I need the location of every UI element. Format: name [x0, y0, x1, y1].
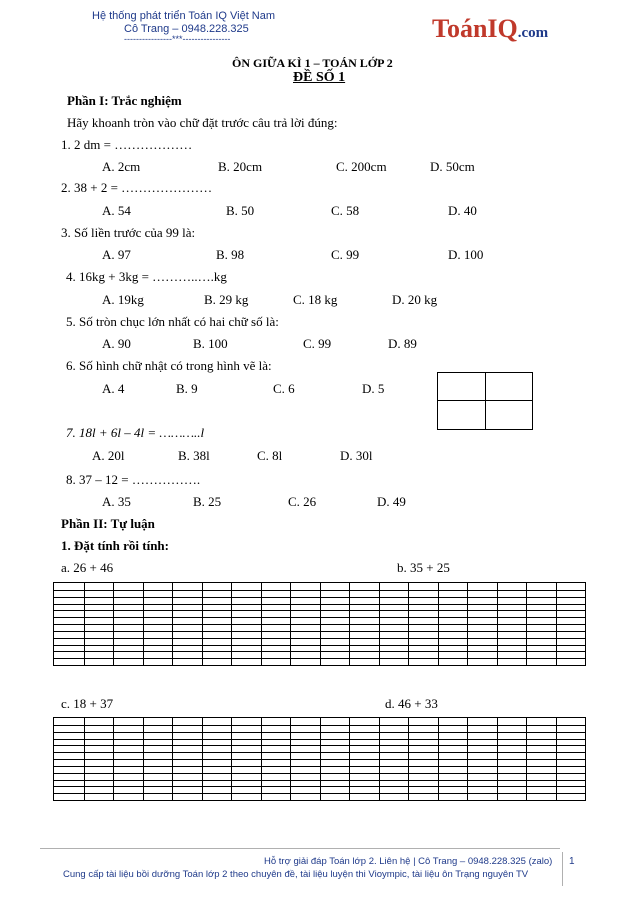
option-c: C. 8l	[257, 448, 283, 463]
option-b: B. 29 kg	[204, 292, 249, 307]
doc-subtitle: ĐỀ SỐ 1	[293, 70, 346, 85]
part2-heading: Phần II: Tự luận	[61, 516, 155, 531]
exercise-d: d. 46 + 33	[385, 696, 438, 711]
option-a: A. 2cm	[102, 159, 141, 174]
option-d: D. 100	[448, 247, 484, 262]
part1-instruction: Hãy khoanh tròn vào chữ đặt trước câu trả lời đúng:	[67, 115, 338, 130]
question-6: 6. Số hình chữ nhật có trong hình vẽ là:	[66, 358, 272, 373]
page-number: 1	[569, 856, 575, 867]
question-4: 4. 16kg + 3kg = ………..….kg	[66, 269, 227, 284]
option-d: D. 5	[362, 381, 385, 396]
question-5: 5. Số tròn chục lớn nhất có hai chữ số là:	[66, 314, 279, 329]
writing-grid-1	[53, 582, 586, 666]
footer-line2: Cung cấp tài liệu bồi dưỡng Toán lớp 2 theo chuyên đề, tài liệu luyện thi Vioympic, tài liệu ôn Trạng nguyên TV	[63, 869, 529, 880]
option-d: D. 50cm	[430, 159, 475, 174]
logo	[432, 14, 548, 44]
option-b: B. 98	[216, 247, 245, 262]
logo-suffix: .com	[517, 25, 549, 41]
option-b: B. 20cm	[218, 159, 263, 174]
option-a: A. 20l	[92, 448, 125, 463]
option-c: C. 200cm	[336, 159, 387, 174]
header-org: Hệ thống phát triển Toán IQ Việt Nam	[92, 10, 276, 22]
exercise-a: a. 26 + 46	[61, 560, 114, 575]
logo-main: ToánIQ	[432, 14, 518, 43]
footer-line1: Hỗ trợ giải đáp Toán lớp 2. Liên hệ | Cô Trang – 0948.228.325 (zalo)	[264, 856, 553, 867]
option-c: C. 18 kg	[293, 292, 338, 307]
option-a: A. 54	[102, 203, 131, 218]
option-b: B. 38l	[178, 448, 210, 463]
option-b: B. 50	[226, 203, 255, 218]
footer-separator	[562, 852, 563, 886]
exercise-c: c. 18 + 37	[61, 696, 114, 711]
option-b: B. 9	[176, 381, 198, 396]
footer-rule	[40, 848, 560, 849]
option-d: D. 20 kg	[392, 292, 438, 307]
header-contact: Cô Trang – 0948.228.325	[124, 23, 249, 35]
option-a: A. 4	[102, 381, 125, 396]
question-8: 8. 37 – 12 = …………….	[66, 472, 201, 487]
question-2: 2. 38 + 2 = …………………	[61, 180, 213, 195]
option-c: C. 6	[273, 381, 295, 396]
option-c: C. 99	[303, 336, 332, 351]
writing-grid-2	[53, 717, 586, 801]
doc-title: ÔN GIỮA KÌ 1 – TOÁN LỚP 2	[232, 56, 393, 70]
question-7: 7. 18l + 6l – 4l = ………..l	[66, 425, 205, 440]
header-divider: ----------------***----------------	[124, 34, 231, 44]
option-a: A. 97	[102, 247, 131, 262]
option-c: C. 58	[331, 203, 360, 218]
option-a: A. 90	[102, 336, 131, 351]
option-a: A. 19kg	[102, 292, 144, 307]
rectangle-figure	[437, 372, 533, 430]
part1-heading: Phần I: Trắc nghiệm	[67, 93, 182, 108]
option-b: B. 100	[193, 336, 228, 351]
part2-task: 1. Đặt tính rồi tính:	[61, 538, 169, 553]
option-d: D. 89	[388, 336, 417, 351]
exercise-b: b. 35 + 25	[397, 560, 450, 575]
question-3: 3. Số liền trước của 99 là:	[61, 225, 196, 240]
option-c: C. 26	[288, 494, 317, 509]
option-b: B. 25	[193, 494, 222, 509]
option-c: C. 99	[331, 247, 360, 262]
option-d: D. 40	[448, 203, 477, 218]
option-d: D. 49	[377, 494, 406, 509]
option-d: D. 30l	[340, 448, 373, 463]
question-1: 1. 2 dm = ………………	[61, 137, 193, 152]
option-a: A. 35	[102, 494, 131, 509]
